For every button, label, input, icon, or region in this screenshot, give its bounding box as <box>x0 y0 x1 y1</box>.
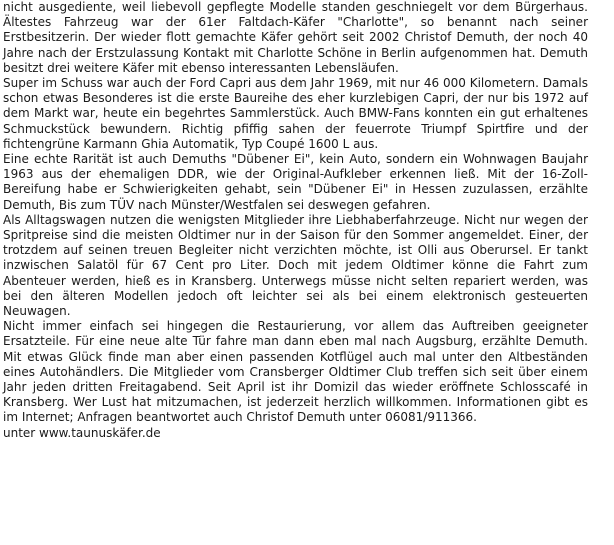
paragraph-ford-capri: Super im Schuss war auch der Ford Capri aus dem Jahr 1969, mit nur 46 000 Kilometern. Damals schon etwas Besonderes ist die erste Baureihe des eher kurzlebigen Capri, der nur bis 1972 auf dem Markt war, heute ein begehrtes Sammlerstück. Auch BMW-Fans konnten ein gut erhaltenes Schmuckstück bewundern. Richtig pfiffig sahen der feuerrote Triumpf Spirtfire und der fichtengrüne Karmann Ghia Automatik, Typ Coupé 1600 L aus. <box>3 76 588 151</box>
paragraph-alltagswagen: Als Alltagswagen nutzen die wenigsten Mitglieder ihre Liebhaberfahrzeuge. Nicht nur wegen der Spritpreise sind die meisten Oldtimer nur in der Saison für den Sommer angemeldet. Einer, der trotzdem auf seinen treuen Begleiter nicht verzichten möchte, ist Olli aus Oberursel. Er tankt inzwischen Salatöl für 67 Cent pro Liter. Doch mit jedem Oldtimer könne die Fahrt zum Abenteuer werden, hieß es in Kransberg. Unterwegs müsse nicht selten repariert werden, was bei den älteren Modellen jedoch oft leichter sei als bei einem elektronisch gesteuerten Neuwagen. <box>3 212 588 319</box>
article-body <box>3 0 588 441</box>
paragraph-beetle-charlotte: nicht ausgediente, weil liebevoll gepflegte Modelle standen geschniegelt vor dem Bürgerhaus. Ältestes Fahrzeug war der 61er Faltdach-Käfer "Charlotte", so benannt nach seiner Erstbesitzerin. Der wieder flott gemachte Käfer gehört seit 2002 Christof Demuth, der noch 40 Jahre nach der Erstzulassung Kontakt mit Charlotte Schöne in Berlin aufgenommen hat. Demuth besitzt drei weitere Käfer mit ebenso interessanten Lebensläufen. <box>3 0 588 75</box>
website-line: unter www.taunuskäfer.de <box>3 425 161 440</box>
paragraph-restaurierung: Nicht immer einfach sei hingegen die Restaurierung, vor allem das Auftreiben geeigneter Ersatzteile. Für eine neue alte Tür fahre man dann eben mal nach Augsburg, erzählte Demuth. Mit etwas Glück finde man aber einen passenden Kotflügel auch mal unter den Altbeständen eines Autohändlers. Die Mitglieder vom Cransberger Oldtimer Club treffen sich seit über einem Jahr jeden dritten Freitagabend. Seit April ist ihr Domizil das wieder eröffnete Schlosscafé in Kransberg. Wer Lust hat mitzumachen, ist jederzeit herzlich willkommen. Informationen gibt es im Internet; Anfragen beantwortet auch Christof Demuth unter 06081/911366. <box>3 319 588 425</box>
paragraph-duebener-ei: Eine echte Rarität ist auch Demuths "Dübener Ei", kein Auto, sondern ein Wohnwagen Baujahr 1963 aus der ehemaligen DDR, wie der Original-Aufkleber erkennen ließ. Mit der 16-Zoll-Bereifung habe er Schwierigkeiten gehabt, sein "Dübener Ei" in Hessen zuzulassen, erzählte Demuth, Bis zum TÜV nach Münster/Westfalen sei deswegen gefahren. <box>3 152 588 212</box>
